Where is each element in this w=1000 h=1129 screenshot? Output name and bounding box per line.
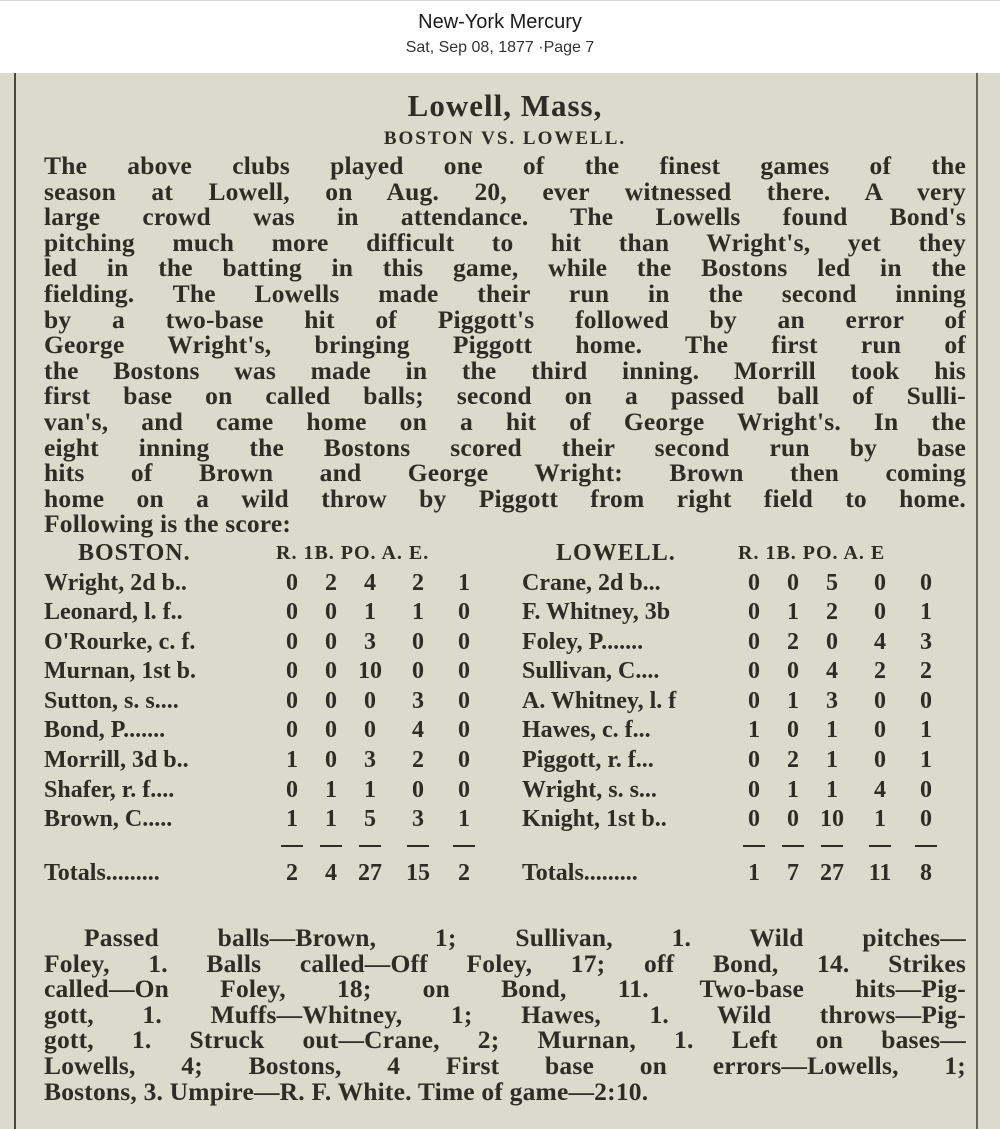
player-name: Murnan, 1st b. (44, 658, 197, 685)
player-row (522, 628, 962, 658)
notes-line: Bostons, 3. Umpire—R. F. White. Time of game—2:10. (44, 1076, 649, 1106)
body-line: first base on called balls; second on a passed ball of Sulli- (44, 381, 966, 411)
stat-e: 0 (458, 776, 470, 803)
stat-po: 1 (826, 717, 838, 744)
stat-e: 0 (458, 599, 470, 626)
stat-e: 8 (920, 859, 932, 886)
stat-e: 0 (458, 717, 470, 744)
stat-po: 3 (826, 687, 838, 714)
player-name: Sullivan, C.... (522, 658, 660, 685)
stat-r: 0 (286, 776, 298, 803)
stat-b1: 0 (325, 599, 337, 626)
stat-b1: 0 (325, 747, 337, 774)
player-row (522, 746, 962, 776)
stat-r: 0 (286, 717, 298, 744)
player-row (522, 776, 962, 806)
stat-e: 0 (458, 658, 470, 685)
box-score-header (522, 539, 962, 569)
stat-r: 0 (748, 658, 760, 685)
stat-r: 1 (748, 859, 760, 886)
newspaper-title: New-York Mercury (418, 11, 582, 33)
stat-po: 3 (364, 747, 376, 774)
stat-a: 4 (412, 717, 424, 744)
stat-a: 3 (412, 687, 424, 714)
stat-a: 11 (868, 859, 892, 886)
stat-b1: 1 (787, 599, 799, 626)
stat-e: 1 (920, 717, 932, 744)
stat-r: 0 (748, 687, 760, 714)
stat-a: 2 (412, 569, 424, 596)
player-name: Brown, C..... (44, 806, 173, 833)
stat-b1: 2 (787, 628, 799, 655)
player-name: Piggott, r. f... (522, 747, 654, 774)
stat-a: 0 (874, 717, 886, 744)
player-name: Totals......... (44, 859, 160, 886)
stat-a: 0 (874, 599, 886, 626)
stat-po: 27 (358, 859, 382, 886)
stat-a: 0 (412, 776, 424, 803)
stat-po: 1 (364, 776, 376, 803)
stat-e: 1 (920, 747, 932, 774)
stat-b1: 0 (787, 658, 799, 685)
body-line: van's, and came home on a hit of George Wright's. In the (44, 406, 966, 436)
stat-r: 0 (286, 687, 298, 714)
notes-line: called—On Foley, 18; on Bond, 11. Two-base hits—Pig- (44, 974, 966, 1004)
stat-a: 0 (874, 687, 886, 714)
body-line: Following is the score: (44, 509, 292, 539)
body-line: by a two-base hit of Piggott's followed by an error of (44, 304, 966, 334)
issue-date-line: Sat, Sep 08, 1877 ·Page 7 (405, 39, 595, 56)
stat-po: 1 (364, 599, 376, 626)
player-row (522, 598, 962, 628)
stat-b1: 0 (787, 806, 799, 833)
stat-r: 0 (748, 776, 760, 803)
player-row (44, 569, 484, 599)
stat-e: 3 (920, 628, 932, 655)
notes-line: gott, 1. Struck out—Crane, 2; Murnan, 1. Left on bases— (44, 1025, 966, 1055)
notes-line: gott, 1. Muffs—Whitney, 1; Hawes, 1. Wild throws—Pig- (44, 999, 966, 1029)
notes-line: Foley, 1. Balls called—Off Foley, 17; off Bond, 14. Strikes (44, 948, 966, 978)
stat-r: 0 (748, 747, 760, 774)
stat-b1: 0 (325, 628, 337, 655)
stat-r: 0 (286, 658, 298, 685)
stat-e: 0 (458, 747, 470, 774)
stat-e: 0 (920, 687, 932, 714)
player-name: Shafer, r. f.... (44, 776, 175, 803)
totals-divider (44, 835, 484, 859)
stat-a: 2 (874, 658, 886, 685)
player-name: Leonard, l. f.. (44, 599, 183, 626)
stat-r: 1 (748, 717, 760, 744)
stat-r: 1 (286, 806, 298, 833)
stat-po: 10 (820, 806, 844, 833)
article-column (44, 81, 966, 886)
stat-e: 2 (458, 859, 470, 886)
stat-e: 2 (920, 658, 932, 685)
stat-po: 4 (826, 658, 838, 685)
body-line: season at Lowell, on Aug. 20, ever witnessed there. A very (44, 176, 966, 206)
box-score-header (44, 539, 484, 569)
stat-b1: 2 (325, 569, 337, 596)
stat-po: 3 (364, 628, 376, 655)
article-subtitle: BOSTON VS. LOWELL. (383, 128, 627, 149)
stat-e: 1 (458, 806, 470, 833)
stat-po: 1 (826, 776, 838, 803)
stat-b1: 1 (325, 776, 337, 803)
player-name: Wright, s. s... (522, 776, 657, 803)
stat-e: 0 (920, 776, 932, 803)
stat-r: 0 (286, 599, 298, 626)
notes-line: Passed balls—Brown, 1; Sullivan, 1. Wild pitches— (84, 923, 966, 952)
player-name: Foley, P....... (522, 628, 644, 655)
stat-r: 0 (748, 599, 760, 626)
player-name: A. Whitney, l. f (522, 687, 677, 714)
player-name: O'Rourke, c. f. (44, 628, 196, 655)
team-name: BOSTON. (78, 539, 191, 566)
stat-a: 0 (874, 569, 886, 596)
team-name: LOWELL. (556, 539, 676, 566)
stat-a: 0 (412, 658, 424, 685)
body-line: the Bostons was made in the third inning. Morrill took his (44, 355, 966, 385)
stat-r: 1 (286, 747, 298, 774)
stat-a: 4 (874, 628, 886, 655)
stat-e: 0 (458, 628, 470, 655)
stat-po: 4 (364, 569, 376, 596)
stat-a: 1 (874, 806, 886, 833)
body-line: pitching much more difficult to hit than Wright's, yet they (44, 227, 966, 257)
stat-a: 3 (412, 806, 424, 833)
body-line: eight inning the Bostons scored their second run by base (44, 432, 966, 462)
stat-e: 0 (920, 806, 932, 833)
player-row (522, 657, 962, 687)
player-name: Hawes, c. f... (522, 717, 651, 744)
player-name: Sutton, s. s.... (44, 687, 179, 714)
stat-e: 1 (920, 599, 932, 626)
body-line: led in the batting in this game, while the Bostons led in the (44, 253, 966, 283)
page-header (0, 0, 1000, 74)
totals-row (522, 859, 962, 889)
stat-b1: 0 (325, 717, 337, 744)
stat-po: 10 (358, 658, 382, 685)
player-row (522, 687, 962, 717)
stat-b1: 2 (787, 747, 799, 774)
stat-e: 1 (458, 569, 470, 596)
stat-b1: 1 (787, 687, 799, 714)
body-line: home on a wild throw by Piggott from right field to home. (44, 483, 966, 513)
stat-po: 0 (826, 628, 838, 655)
stat-r: 0 (748, 628, 760, 655)
player-row (44, 657, 484, 687)
body-line: George Wright's, bringing Piggott home. The first run of (44, 330, 966, 360)
player-row (44, 628, 484, 658)
stat-e: 0 (920, 569, 932, 596)
lowell-box-score (522, 539, 962, 889)
game-notes (44, 925, 966, 1104)
stat-b1: 1 (325, 806, 337, 833)
column-rule-left (14, 73, 16, 1129)
player-row (522, 805, 962, 835)
article-body (44, 153, 966, 537)
stat-b1: 0 (787, 569, 799, 596)
body-line: fielding. The Lowells made their run in the second inning (44, 278, 966, 308)
stat-po: 2 (826, 599, 838, 626)
boston-box-score (44, 539, 484, 889)
newspaper-clipping (0, 73, 1000, 1129)
stat-r: 2 (286, 859, 298, 886)
stat-b1: 1 (787, 776, 799, 803)
body-line: The above clubs played one of the finest games of the (44, 151, 966, 180)
player-name: Crane, 2d b... (522, 569, 661, 596)
player-name: Morrill, 3d b.. (44, 747, 189, 774)
stat-po: 27 (820, 859, 844, 886)
stat-b1: 0 (325, 687, 337, 714)
player-row (522, 716, 962, 746)
stat-column-headers: R. 1B. PO. A. E (738, 541, 886, 564)
player-row (44, 598, 484, 628)
stat-a: 0 (412, 628, 424, 655)
player-name: Wright, 2d b.. (44, 569, 187, 596)
player-name: F. Whitney, 3b (522, 599, 671, 626)
body-line: hits of Brown and George Wright: Brown then coming (44, 458, 966, 488)
body-line: large crowd was in attendance. The Lowells found Bond's (44, 202, 966, 232)
totals-divider (522, 835, 962, 859)
stat-b1: 0 (787, 717, 799, 744)
stat-r: 0 (286, 569, 298, 596)
stat-po: 0 (364, 717, 376, 744)
stat-column-headers: R. 1B. PO. A. E. (276, 541, 430, 564)
stat-b1: 4 (325, 859, 337, 886)
stat-a: 15 (406, 859, 430, 886)
stat-po: 1 (826, 747, 838, 774)
stat-b1: 7 (787, 859, 799, 886)
player-row (44, 746, 484, 776)
totals-row (44, 859, 484, 889)
stat-b1: 0 (325, 658, 337, 685)
stat-po: 0 (364, 687, 376, 714)
player-row (44, 687, 484, 717)
player-row (44, 716, 484, 746)
player-row (522, 569, 962, 599)
stat-a: 1 (412, 599, 424, 626)
stat-a: 4 (874, 776, 886, 803)
stat-po: 5 (826, 569, 838, 596)
player-row (44, 805, 484, 835)
player-name: Bond, P....... (44, 717, 166, 744)
player-row (44, 776, 484, 806)
article-title: Lowell, Mass, (407, 88, 603, 123)
player-name: Knight, 1st b.. (522, 806, 667, 833)
stat-e: 0 (458, 687, 470, 714)
notes-line: Lowells, 4; Bostons, 4 First base on errors—Lowells, 1; (44, 1050, 966, 1080)
player-name: Totals......... (522, 859, 638, 886)
stat-r: 0 (748, 569, 760, 596)
stat-po: 5 (364, 806, 376, 833)
stat-r: 0 (748, 806, 760, 833)
stat-a: 0 (874, 747, 886, 774)
stat-r: 0 (286, 628, 298, 655)
stat-a: 2 (412, 747, 424, 774)
column-rule-right (976, 73, 978, 1129)
